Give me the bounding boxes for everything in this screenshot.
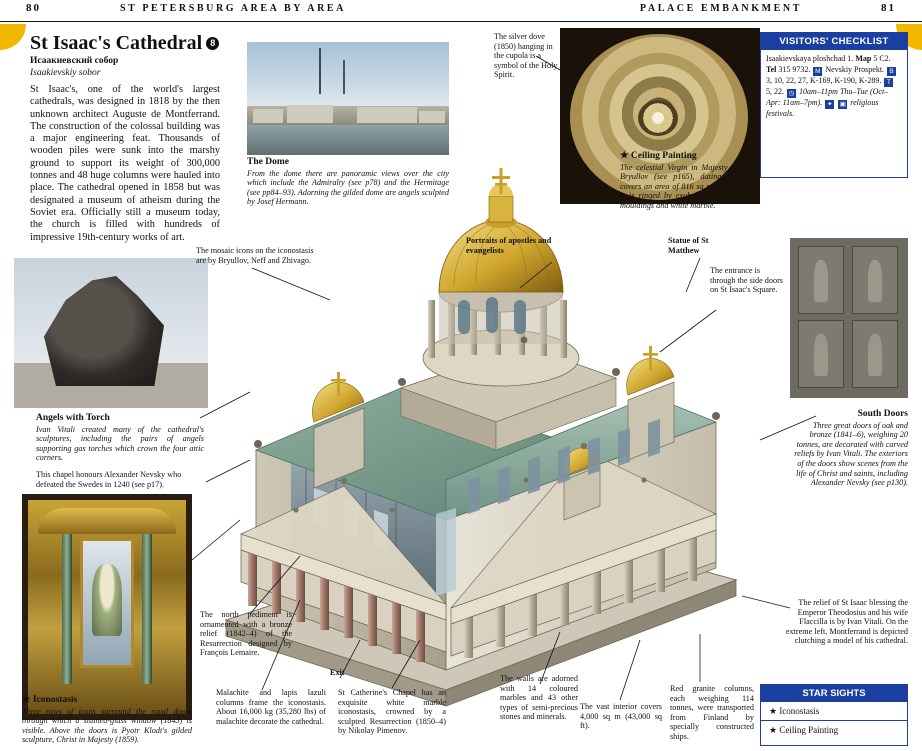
- caption-exit: [330, 668, 360, 678]
- intro-paragraph: St Isaac's, one of the world's largest cathedrals, was designed in 1818 by the then unknown architect Auguste de Montferrand. The construction of the colossal building was a major engineering feat. Thousands of wooden piles were sunk into the marshy ground to support its weight of 300,000 tonnes and 48 huge columns were hauled into place. The cathedral opened in 1858 but was designated a museum of atheism during the Soviet era. Officially still a museum today, the church is filled with hundreds of impressive 19th-century works of art.: [30, 84, 220, 243]
- star-sight-item: ★ Ceiling Painting: [761, 720, 907, 736]
- caption-iconostasis-text: Three rows of icons surround the royal doors through which a stained-glass window (1843) is visible. Above the doors is Pyotr Klodt's gilded sculpture, Christ in Majesty (1859).: [22, 706, 192, 745]
- caption-north-pediment: [200, 610, 292, 658]
- caption-entrance-text: The entrance is through the side doors on St Isaac's Square.: [710, 266, 783, 295]
- star-sights-heading: STAR SIGHTS: [761, 685, 907, 702]
- caption-malachite: [216, 688, 326, 726]
- star-sights-box: [760, 684, 908, 746]
- caption-columns-text: Red granite columns, each weighing 114 tonnes, were transported from Finland by specially constructed ships.: [670, 684, 754, 741]
- vc-trams: 5, 22.: [766, 86, 784, 96]
- camera-icon: ▣: [839, 100, 846, 108]
- tram-icon: T: [884, 78, 893, 87]
- caption-st-catherine: [338, 688, 446, 736]
- caption-silver-dove-text: The silver dove (1850) hanging in the cupola is a symbol of the Holy Spirit.: [494, 32, 558, 80]
- ticket-icon: ✦: [827, 100, 833, 108]
- photo-angels-with-torch: [14, 258, 208, 408]
- vc-map-label: Map: [855, 54, 872, 63]
- folio-left: 80: [26, 2, 41, 14]
- caption-dome-title: The Dome: [247, 157, 289, 167]
- subtitle-russian: Исаакиевский собор: [30, 56, 119, 66]
- folio-right: 81: [881, 2, 896, 14]
- photo-dome-view: [247, 42, 449, 155]
- caption-statue-matthew: [668, 236, 740, 255]
- caption-malachite-text: Malachite and lapis lazuli columns frame the iconostasis. About 16,000 kg (35,280 lbs) of malachite decorate the cathedral.: [216, 688, 326, 726]
- metro-icon: M: [815, 67, 821, 75]
- caption-portraits-apostles-text: Portraits of apostles and evangelists: [466, 236, 552, 255]
- caption-portraits-apostles: [466, 236, 558, 255]
- star-sight-item: ★ Iconostasis: [769, 706, 820, 716]
- caption-dome: [247, 158, 449, 207]
- caption-south-doors-title: South Doors: [857, 409, 908, 419]
- caption-walls-text: The walls are adorned with 14 coloured marbles and 43 other types of semi-precious stones and minerals.: [500, 674, 578, 722]
- caption-ceiling-painting-title: ★ Ceiling Painting: [620, 151, 697, 161]
- caption-north-pediment-text: The north pediment is ornamented with a bronze relief (1842–4) of the Resurrection designed by François Lemaire.: [200, 610, 292, 658]
- clock-icon: ◷: [788, 89, 795, 97]
- caption-iconostasis: [22, 696, 192, 745]
- vc-tel-label: Tel: [766, 64, 777, 74]
- caption-st-catherine-text: St Catherine's Chapel has an exquisite white marble iconostasis, crowned by a sculpted Resurrection (1850–4) by Nikolay Pimenov.: [338, 688, 446, 736]
- caption-south-doors-text: Three great doors of oak and bronze (1841–6), weighing 20 tonnes, are decorated with carved reliefs by Ivan Vitali. The exteriors of the doors show scenes from the life of Christ and saints, including Alexander Nevsky (see p130).: [794, 420, 908, 488]
- caption-relief: [780, 598, 908, 646]
- vc-buses: 3, 10, 22, 27, K-169, K-190, K-289.: [766, 75, 882, 85]
- caption-ceiling-painting-text: The celestial Virgin in Majesty by Karl Bryullov (see p165), dating to 1847, covers an area of 816 sq m (8,780 sq ft). It is ringed by exuberant gilded stucco mouldings and white marble.: [620, 162, 758, 210]
- photo-south-doors: [790, 238, 908, 398]
- vc-admission: religious festivals.: [766, 97, 879, 118]
- caption-interior-text: The vast interior covers 4,000 sq m (43,000 sq ft).: [580, 702, 662, 731]
- caption-angels-with-torch: [36, 414, 204, 463]
- caption-dome-text: From the dome there are panoramic views over the city which include the Admiralty (see p78) and the Hermitage (see pp84–93). Adorning the gilded dome are angels sculpted by Josef Hermann.: [247, 168, 449, 207]
- caption-angels-text: Ivan Vitali created many of the cathedral's sculptures, including the pairs of angels supporting gas torches which crown the four attic corners.: [36, 424, 204, 463]
- caption-statue-matthew-text: Statue of St Matthew: [668, 236, 709, 255]
- subtitle-transliteration: Isaakievskiy sobor: [30, 68, 101, 78]
- caption-iconostasis-title: ★ Iconostasis: [22, 695, 78, 705]
- caption-relief-text: The relief of St Isaac blessing the Emperor Theodosius and his wife Flaccilla is by Ivan Vitali. On the extreme left, Montferrand is depicted clutching a model of his cathedral.: [785, 598, 908, 646]
- caption-south-doors: [790, 410, 908, 488]
- caption-chapel-nevsky-text: This chapel honours Alexander Nevsky who defeated the Swedes in 1240 (see p17).: [36, 470, 182, 489]
- page-title-text: St Isaac's Cathedral: [30, 32, 203, 54]
- caption-mosaic-icons-text: The mosaic icons on the iconostasis are by Bryullov, Neff and Zhivago.: [196, 246, 314, 265]
- corner-tab-left: [0, 24, 26, 50]
- page-header: [0, 0, 922, 22]
- page-title: [30, 32, 219, 55]
- vc-address: Isaakievskaya ploshchad 1.: [766, 54, 854, 63]
- caption-angels-title: Angels with Torch: [36, 413, 110, 423]
- caption-columns: [670, 684, 754, 742]
- bus-icon: B: [887, 67, 896, 76]
- caption-ceiling-painting: [620, 152, 758, 211]
- vc-map-ref: 5 C2.: [873, 54, 891, 63]
- vc-tel: 315 9732.: [778, 64, 811, 74]
- running-head-right: PALACE EMBANKMENT: [639, 3, 802, 14]
- running-head-left: ST PETERSBURG AREA BY AREA: [120, 3, 346, 14]
- caption-entrance: [710, 266, 786, 295]
- caption-silver-dove: [494, 32, 560, 80]
- caption-walls: [500, 674, 578, 722]
- caption-chapel-nevsky: [36, 470, 206, 489]
- photo-iconostasis: [22, 494, 192, 720]
- title-number-badge: 8: [206, 37, 219, 50]
- visitors-checklist-heading: VISITORS' CHECKLIST: [761, 33, 907, 50]
- caption-mosaic-icons: [196, 246, 314, 265]
- visitors-checklist-box: [760, 32, 908, 178]
- caption-interior: [580, 702, 662, 731]
- vc-hours: 10am–11pm Thu–Tue (Oct–Apr: 11am–7pm).: [766, 86, 889, 107]
- vc-metro: Nevskiy Prospekt.: [825, 64, 885, 74]
- caption-exit-text: Exit: [330, 668, 345, 677]
